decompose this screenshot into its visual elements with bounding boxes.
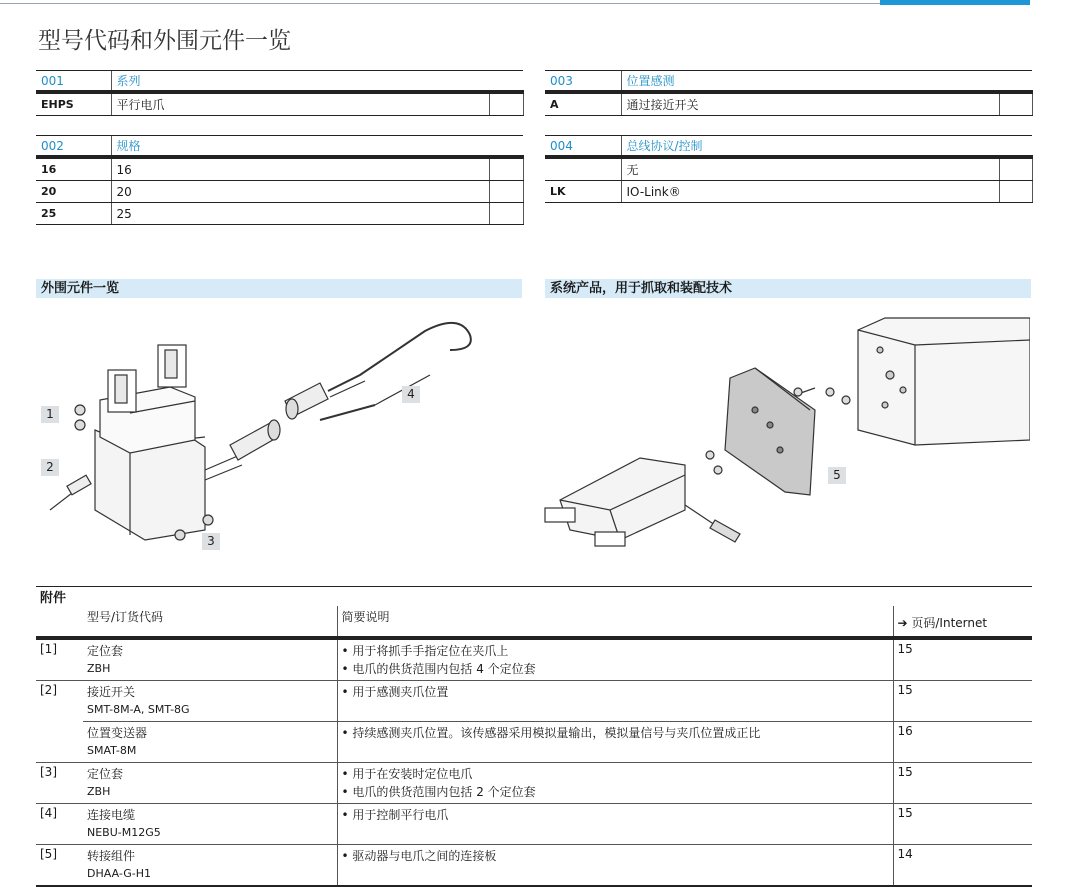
row-ref: [4] [36, 804, 83, 845]
system-product-illustration [540, 310, 1030, 560]
row-code: ZBH [87, 785, 111, 798]
table-row [36, 722, 1032, 763]
code-value: 16 [36, 157, 111, 181]
row-ref: [1] [36, 638, 83, 681]
code-description: 16 [111, 157, 489, 181]
row-desc-line: • 用于将抓手手指定位在夹爪上 [341, 644, 509, 658]
arrow-icon: ➔ [897, 616, 908, 630]
row-code: DHAA-G-H1 [87, 867, 151, 880]
selection-box[interactable] [999, 181, 1032, 203]
header-page [893, 606, 1032, 638]
selection-box[interactable] [489, 203, 523, 225]
code-value: 20 [36, 181, 111, 203]
row-ref: [2] [36, 681, 83, 763]
code-table-004 [545, 135, 1033, 203]
row-name: 接近开关 [87, 685, 136, 699]
code-description: 25 [111, 203, 489, 225]
callout-3: 3 [202, 533, 220, 550]
row-code: SMT-8M-A, SMT-8G [87, 703, 190, 716]
table-row [36, 845, 1032, 887]
row-page[interactable]: 15 [893, 638, 1032, 681]
row-desc-line: • 用于在安装时定位电爪 [341, 767, 473, 781]
code-value: 25 [36, 203, 111, 225]
table-row [36, 638, 1032, 681]
accessories-caption: 附件 [36, 587, 1032, 607]
code-table-number: 002 [36, 136, 111, 158]
row-page[interactable]: 15 [893, 804, 1032, 845]
row-desc-line: • 用于控制平行电爪 [341, 808, 449, 822]
table-row [36, 681, 1032, 722]
row-name: 连接电缆 [87, 808, 136, 822]
code-table-number: 001 [36, 71, 111, 93]
section-peripherals-heading: 外围元件一览 [36, 279, 522, 298]
header-description: 简要说明 [337, 606, 893, 638]
code-table-label: 位置感测 [621, 71, 999, 93]
callout-5: 5 [828, 467, 846, 484]
code-value [545, 157, 621, 181]
table-row [36, 804, 1032, 845]
section-system-products-heading: 系统产品，用于抓取和装配技术 [545, 279, 1031, 298]
table-row [36, 763, 1032, 804]
row-page[interactable]: 15 [893, 763, 1032, 804]
row-name: 定位套 [87, 644, 124, 658]
selection-box[interactable] [489, 157, 523, 181]
code-table-003 [545, 70, 1033, 116]
header-rule [0, 0, 1071, 6]
row-name: 位置变送器 [87, 726, 148, 740]
code-description: IO-Link® [621, 181, 999, 203]
code-value: A [545, 92, 621, 116]
code-description: 20 [111, 181, 489, 203]
row-code: NEBU-M12G5 [87, 826, 161, 839]
row-ref: [3] [36, 763, 83, 804]
row-page[interactable]: 14 [893, 845, 1032, 887]
header-type: 型号/订货代码 [83, 606, 337, 638]
row-ref: [5] [36, 845, 83, 887]
gripper-peripherals-illustration [30, 305, 520, 565]
code-table-label: 总线协议/控制 [621, 136, 999, 158]
accessories-table [36, 586, 1032, 887]
selection-box[interactable] [999, 92, 1032, 116]
row-code: SMAT-8M [87, 744, 137, 757]
row-page[interactable]: 16 [893, 722, 1032, 763]
code-value: EHPS [36, 92, 111, 116]
code-value: LK [545, 181, 621, 203]
code-description: 平行电爪 [111, 92, 489, 116]
row-name: 转接组件 [87, 849, 136, 863]
code-table-label: 规格 [111, 136, 489, 158]
page-title: 型号代码和外围元件一览 [38, 28, 291, 54]
row-desc-line: • 电爪的供货范围内包括 2 个定位套 [341, 785, 536, 799]
selection-box[interactable] [489, 92, 523, 116]
row-desc-line: • 驱动器与电爪之间的连接板 [341, 849, 497, 863]
header-accent-bar [880, 0, 1030, 5]
code-table-label: 系列 [111, 71, 489, 93]
callout-4: 4 [402, 386, 420, 403]
code-description: 通过接近开关 [621, 92, 999, 116]
row-code: ZBH [87, 662, 111, 675]
code-table-001 [36, 70, 524, 116]
code-description: 无 [621, 157, 999, 181]
row-name: 定位套 [87, 767, 124, 781]
selection-box[interactable] [999, 157, 1032, 181]
callout-1: 1 [41, 406, 59, 423]
callout-2: 2 [41, 459, 59, 476]
row-page[interactable]: 15 [893, 681, 1032, 722]
code-table-number: 004 [545, 136, 621, 158]
row-desc-line: • 用于感测夹爪位置 [341, 685, 449, 699]
code-table-number: 003 [545, 71, 621, 93]
selection-box[interactable] [489, 181, 523, 203]
header-page-label: 页码/Internet [911, 616, 988, 630]
code-table-002 [36, 135, 524, 225]
header-grey-line [0, 3, 880, 4]
row-desc-line: • 电爪的供货范围内包括 4 个定位套 [341, 662, 536, 676]
row-desc-line: • 持续感测夹爪位置。该传感器采用模拟量输出，模拟量信号与夹爪位置成正比 [341, 726, 761, 740]
